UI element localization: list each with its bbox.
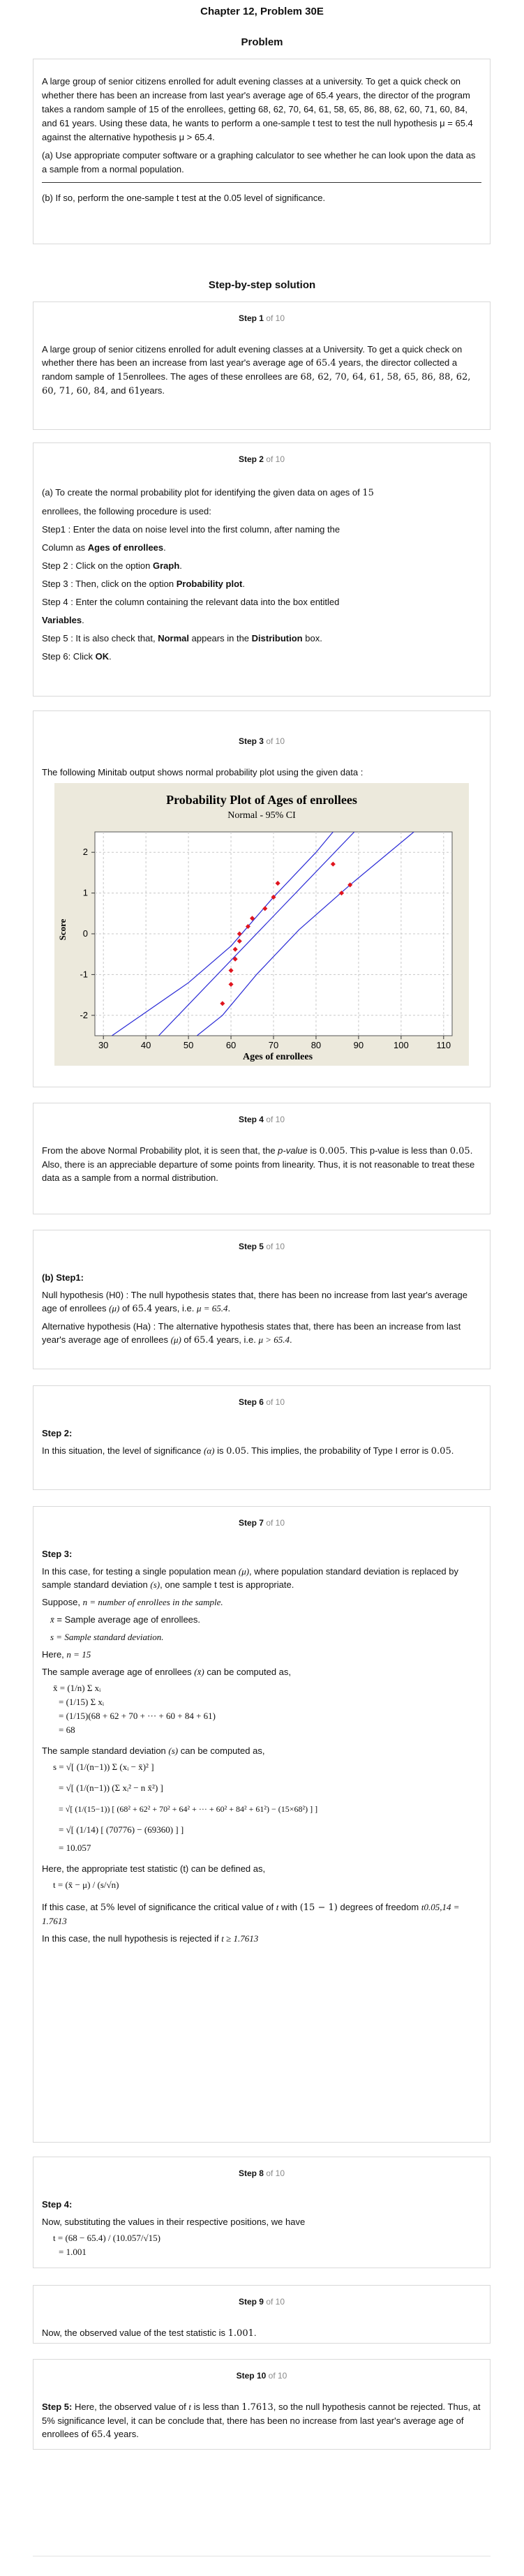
- step-title: Step 6 of 10: [238, 1397, 285, 1407]
- step-title: Step 7 of 10: [238, 1518, 285, 1528]
- step-card-5: Step 5 of 10 (b) Step1: Null hypothesis (H0) : The null hypothesis states that, there has been no increase from last year's average age of enrollees (μ) of 65.4 years, i.e. μ = 65.4. Alternative hypothesis (Ha) : The alternative hypothesis states that, there has been an increase from last year's average age of enrollees (μ) of 65.4 years, i.e. μ > 65.4.: [33, 1230, 491, 1369]
- x-axis-label: Ages of enrollees: [242, 1052, 313, 1062]
- x-tick-label: 50: [183, 1040, 194, 1050]
- step-title: Step 3 of 10: [238, 736, 285, 746]
- x-tick-label: 100: [394, 1040, 409, 1050]
- step-title: Step 2 of 10: [238, 454, 285, 464]
- step-card-7: Step 7 of 10 Step 3: In this case, for testing a single population mean (μ), where population standard deviation is replaced by sample standard deviation (s), one sample t test is appropriate. Suppose, n = number of enrollees in the sample. x̄ = Sample average age of enrollees. s = Sample standard deviation. Here, n = 15 The sample average age of enrollees (x̄) can be computed as, x̄ = (1/n) Σ xᵢ = (1/15) Σ xᵢ = (1/15)(68 + 62 + 70 + ··· + 60 + 84 + 61) = 68 The sample standard deviation (s) can be computed as, s = √[ (1/(n−1)) Σ (xᵢ − x̄)² ] = √[ (1/(n−1)) (Σ xᵢ² − n x̄²) ] = √[ (1/(15−1)) [ (68² + 62² + 70² + 64² + ··· + 60² + 84² + 61²) − (15×68²) ] ] = √[ (1/14) [ (70776) − (69360) ] ] = 10.057 Here, the appropriate test statistic (t) can be defined as, t = (x̄ − μ) / (s/√n) If this case, at 5% level of significance the critical value of t with (15 − 1) degrees of freedom t0.05,14 = 1.7613 In this case, the null hypothesis is rejected if t ≥ 1.7613: [33, 1506, 491, 2143]
- problem-heading: Problem: [241, 36, 283, 48]
- solution-heading: Step-by-step solution: [208, 279, 316, 291]
- x-tick-label: 80: [310, 1040, 322, 1050]
- problem-part-b: (b) If so, perform the one-sample t test at the 0.05 level of significance.: [42, 193, 326, 203]
- problem-card: [33, 59, 491, 244]
- y-tick-label: 2: [82, 847, 88, 858]
- step-card-6: Step 6 of 10 Step 2: In this situation, the level of significance (α) is 0.05. This implies, the probability of Type I error is 0.05.: [33, 1385, 491, 1490]
- x-tick-label: 40: [140, 1040, 151, 1050]
- y-tick-label: -2: [80, 1009, 88, 1020]
- step-title: Step 10 of 10: [236, 2371, 287, 2381]
- y-tick-label: 1: [82, 887, 88, 898]
- probability-plot-svg: [54, 783, 469, 1066]
- step-title: Step 8 of 10: [238, 2168, 285, 2178]
- step-card-2: Step 2 of 10 (a) To create the normal probability plot for identifying the given data on ages of 15 enrollees, the following procedure is used: Step1 : Enter the data on noise level into the first column, after naming the Column as Ages of enrollees. Step 2 : Click on the option Graph. Step 3 : Then, click on the option Probability plot. Step 4 : Enter the column containing the relevant data into the box entitled Variables. Step 5 : It is also check that, Normal appears in the Distribution box. Step 6: Click OK.: [33, 442, 491, 697]
- y-axis-label: Score: [57, 918, 68, 941]
- x-tick-label: 30: [98, 1040, 109, 1050]
- step-card-4: Step 4 of 10 From the above Normal Probability plot, it is seen that, the p-value is 0.005. This p-value is less than 0.05. Also, there is an appreciable departure of some points from linearity. Thus, it is not reasonable to treat these data as a sample from a normal distribution.: [33, 1103, 491, 1214]
- step-card-10: Step 10 of 10 Step 5: Here, the observed value of t is less than 1.7613, so the null hypothesis cannot be rejected. Thus, at 5% significance level, it can be conclude that, there has been no increase from last year's average age of enrollees of 65.4 years.: [33, 2359, 491, 2450]
- step-title: Step 9 of 10: [238, 2297, 285, 2307]
- x-tick-label: 110: [436, 1040, 451, 1050]
- chart-title: Probability Plot of Ages of enrollees: [166, 793, 357, 807]
- chapter-title: Chapter 12, Problem 30E: [200, 6, 324, 17]
- divider: [42, 182, 481, 183]
- problem-text: A large group of senior citizens enrolled for adult evening classes at a university. To get a quick check on whether there has been an increase from last year's average age of 65.4 years, the director of the program takes a random sample of 15 of the enrollees, getting 68, 62, 70, 64, 61, 58, 65, 86, 88, 62, 60, 71, 60, 84, and 61 years. Using these data, he wants to perform a one-sample t test to test the null hypothesis μ = 65.4 against the alternative hypothesis μ > 65.4.: [42, 76, 473, 142]
- y-tick-label: -1: [80, 969, 88, 980]
- step-title: Step 4 of 10: [238, 1115, 285, 1124]
- step-card-8: Step 8 of 10 Step 4: Now, substituting the values in their respective positions, we have t = (68 − 65.4) / (10.057/√15) = 1.001: [33, 2157, 491, 2268]
- step3-text: The following Minitab output shows normal probability plot using the given data :: [42, 767, 364, 777]
- x-tick-label: 90: [353, 1040, 364, 1050]
- y-tick-label: 0: [82, 928, 88, 939]
- x-tick-label: 70: [268, 1040, 279, 1050]
- probability-plot: [54, 783, 469, 1066]
- step-title: Step 5 of 10: [238, 1242, 285, 1251]
- step-card-1: Step 1 of 10 A large group of senior citizens enrolled for adult evening classes at a University. To get a quick check on whether there has been an increase from last year's average age of 65.4 years, the director collected a random sample of 15enrollees. The ages of these enrollees are 68, 62, 70, 64, 61, 58, 65, 86, 88, 62, 60, 71, 60, 84, and 61years.: [33, 301, 491, 430]
- step-title: Step 1 of 10: [238, 313, 285, 323]
- step-card-3: [33, 710, 491, 1087]
- x-tick-label: 60: [225, 1040, 237, 1050]
- problem-part-a: (a) Use appropriate computer software or a graphing calculator to see whether he can look upon the data as a sample from a normal population.: [42, 150, 476, 174]
- step-card-9: Step 9 of 10 Now, the observed value of the test statistic is 1.001.: [33, 2285, 491, 2344]
- chart-subtitle: Normal - 95% CI: [227, 810, 296, 821]
